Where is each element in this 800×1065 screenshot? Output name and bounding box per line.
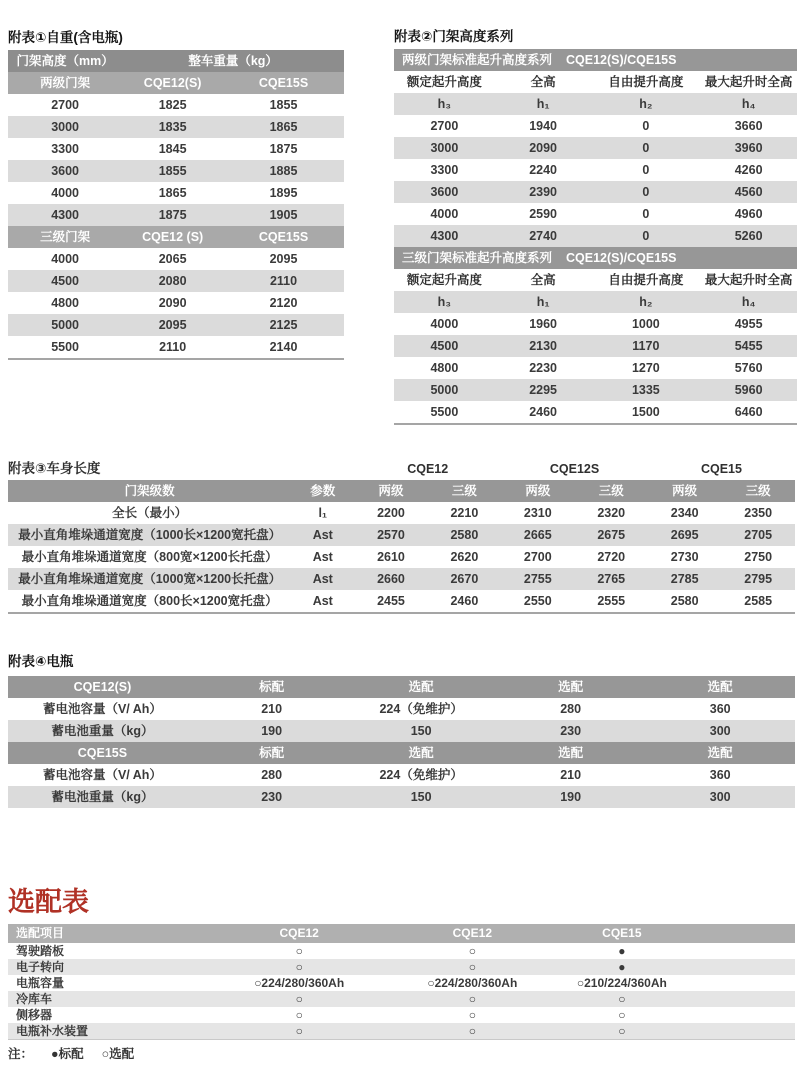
table-cell: 4560 xyxy=(734,185,763,199)
table-cell: 3600 xyxy=(51,164,80,178)
table-cell: 2320 xyxy=(597,506,626,520)
table-cell: 230 xyxy=(560,724,582,738)
table-cell: 0 xyxy=(642,163,650,177)
table-cell: 额定起升高度 xyxy=(406,75,482,89)
table-cell: 2095 xyxy=(269,252,298,266)
table-cell: 2765 xyxy=(597,572,626,586)
table-cell: 0 xyxy=(642,119,650,133)
table-cell: 全长（最小） xyxy=(112,506,188,520)
table-cell: 2740 xyxy=(529,229,558,243)
table-cell: 选配 xyxy=(707,746,733,760)
table-cell: 5500 xyxy=(51,340,80,354)
table-cell: Ast xyxy=(312,594,333,608)
table-cell: 0 xyxy=(642,185,650,199)
table-cell: 1905 xyxy=(269,208,298,222)
table-row xyxy=(394,159,797,181)
table-row xyxy=(394,137,797,159)
table-cell: h₁ xyxy=(536,295,550,309)
table-cell: 2555 xyxy=(597,594,626,608)
table-cell: h₂ xyxy=(639,97,653,111)
table-cell: 2795 xyxy=(744,572,773,586)
table-cell: ○ xyxy=(468,1024,476,1038)
table-cell: 4000 xyxy=(430,207,459,221)
table-row xyxy=(394,225,797,247)
table-cell: 3300 xyxy=(51,142,80,156)
note-label: 注： xyxy=(8,1047,34,1061)
table-cell: 附表③车身长度 xyxy=(8,461,101,476)
table-row xyxy=(8,138,344,160)
table-cell: 1885 xyxy=(269,164,298,178)
table-cell: ○ xyxy=(468,992,476,1006)
table-cell: 三级门架标准起升高度系列 CQE12(S)/CQE15S xyxy=(402,251,677,265)
table-row xyxy=(394,49,797,71)
table-cell: 2200 xyxy=(377,506,405,520)
battery-table xyxy=(8,676,795,808)
options-table xyxy=(8,924,795,1040)
table-cell: 额定起升高度 xyxy=(406,273,482,287)
table-cell: 2750 xyxy=(744,550,773,564)
table-cell: 360 xyxy=(709,702,731,716)
table-row xyxy=(8,480,795,502)
table-cell: Ast xyxy=(312,572,333,586)
table-cell: 电子转向 xyxy=(16,960,65,974)
table-cell: 三级 xyxy=(598,484,624,498)
table-cell: 参数 xyxy=(310,484,336,498)
table-cell: ○ xyxy=(468,944,476,958)
table-cell: 1170 xyxy=(632,339,660,353)
table-row xyxy=(8,568,795,590)
table-cell: 2090 xyxy=(158,296,187,310)
table-cell: 2550 xyxy=(523,594,552,608)
table-row xyxy=(394,247,797,269)
table-cell: 最大起升时全高 xyxy=(704,75,793,89)
table-row xyxy=(8,720,795,742)
table-cell: 选配 xyxy=(558,746,584,760)
table-cell: 2120 xyxy=(269,296,298,310)
table-cell: 两级门架标准起升高度系列 CQE12(S)/CQE15S xyxy=(402,53,677,67)
table-cell: 1000 xyxy=(631,317,660,331)
table-cell: CQE12(S) xyxy=(143,76,202,90)
table-row xyxy=(8,160,344,182)
table-cell: 侧移器 xyxy=(16,1008,53,1022)
table-cell: 自由提升高度 xyxy=(608,75,684,89)
table-cell: h₄ xyxy=(741,97,756,111)
table-cell: 4955 xyxy=(734,317,763,331)
table-row xyxy=(394,335,797,357)
table-cell: 2570 xyxy=(377,528,405,542)
table-cell: 蓄电池重量（kg） xyxy=(51,790,154,804)
table-cell: 两级 xyxy=(672,484,698,498)
table-cell: 1940 xyxy=(529,119,558,133)
table-row xyxy=(8,204,344,226)
table-cell: 1895 xyxy=(269,186,298,200)
table-cell: 电瓶补水装置 xyxy=(16,1024,89,1038)
table-cell: ○ xyxy=(618,1008,626,1022)
table-cell: 2390 xyxy=(529,185,558,199)
table-row xyxy=(8,72,344,94)
table-cell: 选配 xyxy=(408,746,434,760)
table1-title: 附表①自重(含电瓶) xyxy=(8,30,123,45)
table-cell: 0 xyxy=(642,207,650,221)
section-battery xyxy=(8,650,795,808)
table-cell: 最小直角堆垛通道宽度（800长×1200宽托盘） xyxy=(21,594,278,608)
table-cell: 300 xyxy=(709,790,731,804)
table-cell: 三级 xyxy=(745,484,771,498)
table-cell: ○ xyxy=(295,992,303,1006)
table-cell: 2590 xyxy=(529,207,558,221)
table-row xyxy=(8,991,795,1007)
table-cell: CQE12(S) xyxy=(73,680,132,694)
table-cell: 整车重量（kg） xyxy=(188,54,278,68)
table-cell: 2130 xyxy=(529,339,558,353)
table-row xyxy=(8,590,795,612)
table-cell: 4000 xyxy=(430,317,459,331)
table-cell: 2110 xyxy=(159,340,187,354)
table-row xyxy=(8,50,344,72)
table-cell: ○ xyxy=(468,1008,476,1022)
table-cell: 最小直角堆垛通道宽度（1000长×1200宽托盘） xyxy=(18,528,282,542)
table-cell: 驾驶踏板 xyxy=(16,944,65,958)
legend-optional: ○选配 xyxy=(101,1047,135,1061)
table-cell: 蓄电池容量（V/ Ah） xyxy=(42,768,162,782)
table-cell: h₄ xyxy=(741,295,756,309)
table-cell: 1865 xyxy=(158,186,187,200)
table-cell: l₁ xyxy=(318,506,328,520)
table-cell: CQE15 xyxy=(602,926,642,940)
table-cell: 2585 xyxy=(744,594,773,608)
table2-title: 附表②门架高度系列 xyxy=(394,29,514,44)
table-cell: 3660 xyxy=(734,119,763,133)
table-row xyxy=(8,546,795,568)
table-row xyxy=(8,94,344,116)
table-cell: 1335 xyxy=(631,383,660,397)
table-cell: 2695 xyxy=(670,528,699,542)
table-cell: 2065 xyxy=(158,252,187,266)
table-row xyxy=(8,943,795,959)
table-cell: 3600 xyxy=(430,185,459,199)
table-cell: CQE15S xyxy=(77,746,128,760)
table-row xyxy=(8,292,344,314)
table-cell: Ast xyxy=(312,550,333,564)
table4-title: 附表④电瓶 xyxy=(8,654,74,669)
table-cell: 4960 xyxy=(734,207,763,221)
table-cell: 4500 xyxy=(430,339,459,353)
table-row xyxy=(8,270,344,292)
table-cell: 4800 xyxy=(51,296,80,310)
table-row xyxy=(8,458,795,480)
table-cell: 选配 xyxy=(408,680,434,694)
table-cell: 2080 xyxy=(158,274,187,288)
table-cell: 4000 xyxy=(51,252,80,266)
table-cell: 2665 xyxy=(523,528,552,542)
table-cell: 4300 xyxy=(430,229,459,243)
legend-note xyxy=(8,1045,795,1063)
table-cell: 3000 xyxy=(51,120,80,134)
table-cell: CQE12S xyxy=(549,462,600,476)
table-cell: 5260 xyxy=(734,229,763,243)
table-cell: 2230 xyxy=(529,361,558,375)
table-cell: 2700 xyxy=(430,119,459,133)
table-row xyxy=(8,676,795,698)
table-cell: 2140 xyxy=(269,340,298,354)
table-cell: 2755 xyxy=(523,572,552,586)
table-cell: 2620 xyxy=(450,550,479,564)
table-row xyxy=(8,524,795,546)
table-row xyxy=(8,764,795,786)
table-cell: 4300 xyxy=(51,208,80,222)
table-cell: 2310 xyxy=(523,506,552,520)
table-row xyxy=(8,1007,795,1023)
table-cell: 3300 xyxy=(430,163,459,177)
table-cell: 2095 xyxy=(158,318,187,332)
table-row xyxy=(8,336,344,358)
table-cell: 蓄电池容量（V/ Ah） xyxy=(42,702,162,716)
table-cell: ○ xyxy=(468,960,476,974)
table-cell: 最小直角堆垛通道宽度（1000宽×1200长托盘） xyxy=(18,572,282,586)
table-cell: h₁ xyxy=(536,97,550,111)
table-cell: ● xyxy=(618,960,626,974)
table-cell: h₃ xyxy=(437,97,452,111)
table-cell: 2660 xyxy=(377,572,405,586)
table-cell: 1875 xyxy=(158,208,187,222)
table-row xyxy=(8,924,795,943)
legend-standard: ●标配 xyxy=(51,1047,84,1061)
table-cell: 2340 xyxy=(670,506,699,520)
table-cell: 230 xyxy=(261,790,283,804)
table-cell: 2580 xyxy=(450,528,479,542)
table-cell: 1865 xyxy=(269,120,298,134)
table-cell: CQE15S xyxy=(258,230,309,244)
table-row xyxy=(394,379,797,401)
table-cell: 门架级数 xyxy=(124,484,175,498)
table-cell: 2110 xyxy=(269,274,298,288)
table-cell: ● xyxy=(618,944,626,958)
table-row xyxy=(394,93,797,115)
table-cell: 210 xyxy=(560,768,582,782)
table-cell: ○210/224/360Ah xyxy=(576,976,667,990)
table-row xyxy=(394,71,797,93)
table-row xyxy=(8,226,344,248)
table-cell: ○224/280/360Ah xyxy=(427,976,518,990)
table-cell: 电瓶容量 xyxy=(16,976,65,990)
table-cell: 2460 xyxy=(450,594,479,608)
table-cell: 全高 xyxy=(530,75,556,89)
table-cell: 选配 xyxy=(558,680,584,694)
table-row xyxy=(394,291,797,313)
mast-height-table xyxy=(394,49,797,425)
table-cell: 1500 xyxy=(631,405,660,419)
table-cell: 5000 xyxy=(430,383,459,397)
section-mast-height xyxy=(394,27,797,425)
table-cell: 标配 xyxy=(259,680,285,694)
table-cell: 两级 xyxy=(525,484,551,498)
table-cell: 全高 xyxy=(530,273,556,287)
table-cell: 2700 xyxy=(51,98,80,112)
table-row xyxy=(8,975,795,991)
table-cell: 2730 xyxy=(670,550,699,564)
table-cell: 三级门架 xyxy=(40,230,91,244)
table-cell: ○ xyxy=(618,992,626,1006)
table-row xyxy=(394,313,797,335)
table-cell: 150 xyxy=(410,724,432,738)
table-cell: 2210 xyxy=(450,506,479,520)
table-cell: 两级门架 xyxy=(40,76,91,90)
table-cell: 5500 xyxy=(430,405,459,419)
table-cell: 1960 xyxy=(529,317,558,331)
table-row xyxy=(394,269,797,291)
table-row xyxy=(8,182,344,204)
table-cell: 2460 xyxy=(529,405,558,419)
table-cell: ○224/280/360Ah xyxy=(254,976,345,990)
table-cell: 5000 xyxy=(51,318,80,332)
table-cell: 2350 xyxy=(744,506,773,520)
table-cell: ○ xyxy=(295,1008,303,1022)
table-cell: 3960 xyxy=(734,141,763,155)
table-cell: 两级 xyxy=(378,484,404,498)
table-cell: 1835 xyxy=(158,120,187,134)
table-cell: 300 xyxy=(709,724,731,738)
table-cell: 2700 xyxy=(523,550,552,564)
table-cell: 190 xyxy=(261,724,283,738)
table-cell: 1855 xyxy=(269,98,298,112)
table-row xyxy=(394,181,797,203)
table-row xyxy=(8,1023,795,1039)
table-cell: 1845 xyxy=(158,142,187,156)
table-row xyxy=(394,115,797,137)
table-cell: Ast xyxy=(312,528,333,542)
table-cell: 5960 xyxy=(734,383,763,397)
table-cell: 蓄电池重量（kg） xyxy=(51,724,154,738)
table-cell xyxy=(291,458,354,480)
table-cell: 0 xyxy=(642,229,650,243)
table-row xyxy=(8,698,795,720)
table-cell: ○ xyxy=(295,1024,303,1038)
table-cell: 4500 xyxy=(51,274,80,288)
table-row xyxy=(8,248,344,270)
section-self-weight xyxy=(8,28,344,360)
table-cell: 5455 xyxy=(734,339,763,353)
table-cell: 选配 xyxy=(707,680,733,694)
table-cell: ○ xyxy=(295,944,303,958)
body-length-table xyxy=(8,458,795,614)
table-row xyxy=(394,401,797,423)
section-options xyxy=(8,886,795,1063)
table-cell: 190 xyxy=(560,790,582,804)
table-cell: 门架高度（mm） xyxy=(16,54,114,68)
table-cell: 标配 xyxy=(259,746,285,760)
table-cell: h₃ xyxy=(437,295,452,309)
table-cell: h₂ xyxy=(639,295,653,309)
table-cell: 最小直角堆垛通道宽度（800宽×1200长托盘） xyxy=(21,550,278,564)
table-cell: CQE15 xyxy=(700,462,742,476)
table-cell: 冷库车 xyxy=(16,992,53,1006)
table-cell: 224（免维护） xyxy=(379,702,463,716)
table-cell: 1270 xyxy=(631,361,660,375)
table-cell: 6460 xyxy=(734,405,763,419)
table-cell: 3000 xyxy=(430,141,459,155)
table-cell: 最大起升时全高 xyxy=(704,273,793,287)
table-cell: 三级 xyxy=(451,484,477,498)
table-cell: 2455 xyxy=(377,594,405,608)
table-cell: CQE12 xyxy=(452,926,492,940)
table-cell: 224（免维护） xyxy=(379,768,463,782)
table-cell: 2580 xyxy=(670,594,699,608)
table-cell: 4000 xyxy=(51,186,80,200)
table-cell: 280 xyxy=(560,702,582,716)
page-title: 选配表 xyxy=(8,887,89,917)
table-cell: 150 xyxy=(410,790,432,804)
table-cell: 1825 xyxy=(158,98,187,112)
table-cell: 自由提升高度 xyxy=(608,273,684,287)
table-cell: 2090 xyxy=(529,141,558,155)
section-body-length xyxy=(8,458,795,614)
table-row xyxy=(8,959,795,975)
table-row xyxy=(394,203,797,225)
table-cell: CQE12 (S) xyxy=(142,230,204,244)
table-cell: ○ xyxy=(618,1024,626,1038)
table-cell: 4800 xyxy=(430,361,459,375)
table-cell: 0 xyxy=(642,141,650,155)
table-cell: 2705 xyxy=(744,528,773,542)
table-cell: 2610 xyxy=(377,550,405,564)
table-row xyxy=(8,742,795,764)
table-cell: 1855 xyxy=(158,164,187,178)
table-cell: 2785 xyxy=(670,572,699,586)
table-cell: CQE15S xyxy=(258,76,309,90)
table-cell: 2670 xyxy=(450,572,479,586)
table-row xyxy=(8,786,795,808)
table-cell: ○ xyxy=(295,960,303,974)
table-row xyxy=(394,357,797,379)
table-row xyxy=(8,116,344,138)
table-cell: 5760 xyxy=(734,361,763,375)
table-cell: 2295 xyxy=(529,383,558,397)
table-cell: 1875 xyxy=(269,142,298,156)
table-cell: 2125 xyxy=(269,318,298,332)
table-cell: 210 xyxy=(261,702,283,716)
table-cell: CQE12 xyxy=(407,462,449,476)
table-cell: CQE12 xyxy=(279,926,319,940)
table-cell: 360 xyxy=(709,768,731,782)
self-weight-table xyxy=(8,50,344,360)
table-row xyxy=(8,502,795,524)
table-cell: 280 xyxy=(261,768,283,782)
table-cell: 选配项目 xyxy=(16,926,65,940)
table-cell: 2240 xyxy=(529,163,558,177)
table-cell: 4260 xyxy=(734,163,763,177)
table-cell: 2720 xyxy=(597,550,626,564)
table-row xyxy=(8,314,344,336)
table-cell: 2675 xyxy=(597,528,626,542)
